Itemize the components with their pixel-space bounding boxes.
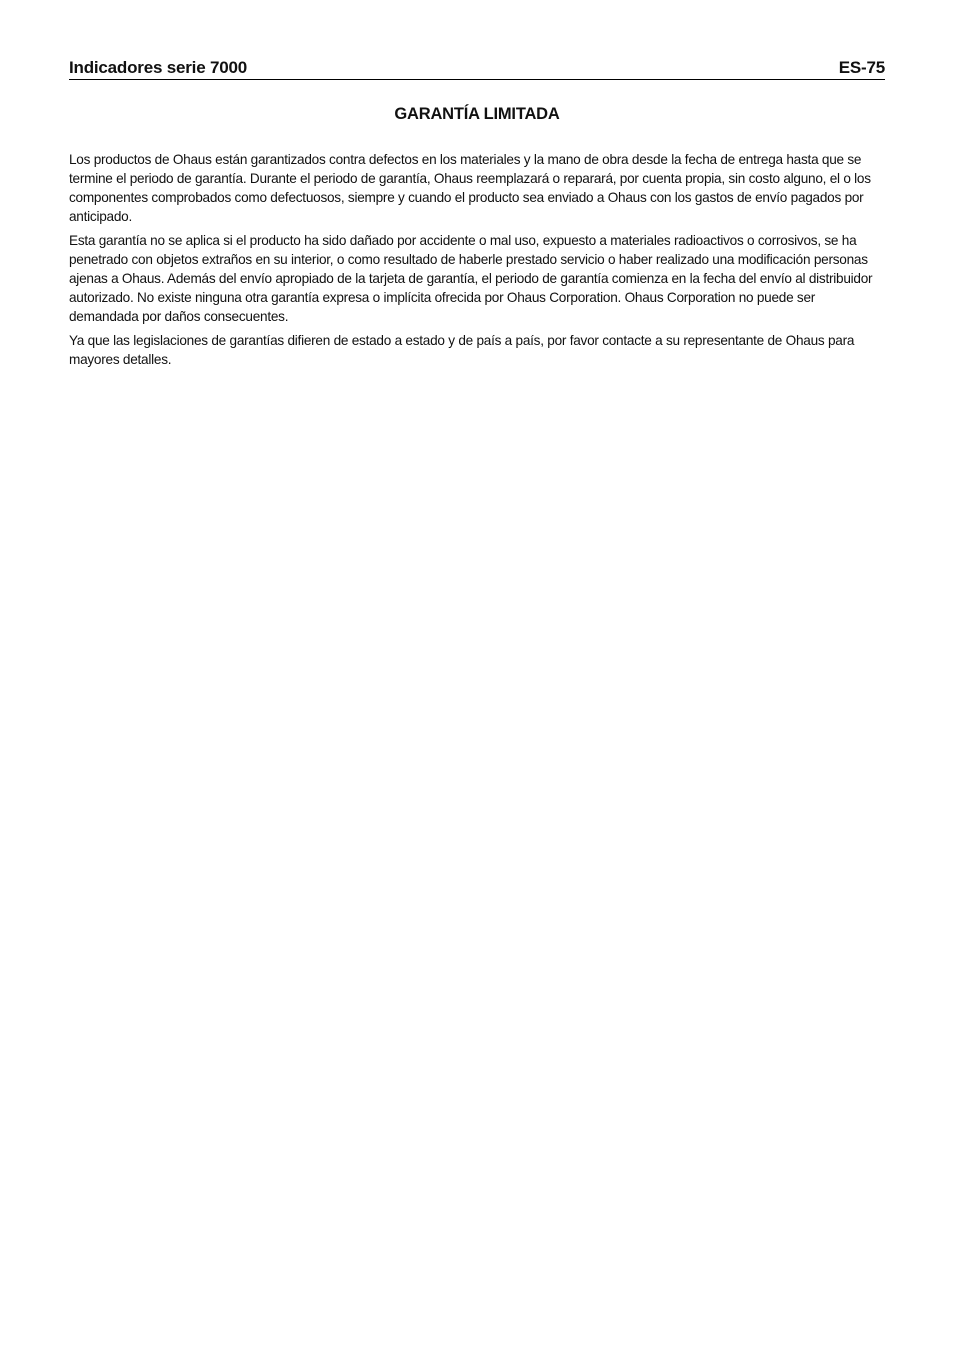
section-title: GARANTÍA LIMITADA (394, 105, 560, 123)
document-page (69, 58, 885, 374)
header-document-title: Indicadores serie 7000 (69, 58, 247, 77)
paragraph-exclusions: Esta garantía no se aplica si el producto ha sido dañado por accidente o mal uso, expuesto a materiales radioactivos o corrosivos, se ha penetrado con objetos extraños en su interior, o como resultado de haberle prestado servicio o haber realizado una modificación personas ajenas a Ohaus. Además del envío apropiado de la tarjeta de garantía, el periodo de garantía comienza en la fecha del envío al distribuidor autorizado. No existe ninguna otra garantía expresa o implícita ofrecida por Ohaus Corporation. Ohaus Corporation no puede ser demandada por daños consecuentes. (69, 233, 873, 324)
header-page-number: ES-75 (838, 58, 885, 77)
paragraph-legislation: Ya que las legislaciones de garantías difieren de estado a estado y de país a país, por favor contacte a su representante de Ohaus para mayores detalles. (69, 333, 855, 367)
paragraph-coverage: Los productos de Ohaus están garantizados contra defectos en los materiales y la mano de obra desde la fecha de entrega hasta que se termine el periodo de garantía. Durante el periodo de garantía, Ohaus reemplazará o reparará, por cuenta propia, sin costo alguno, el o los componentes comprobados como defectuosos, siempre y cuando el producto sea enviado a Ohaus con los gastos de envío pagados por anticipado. (69, 152, 871, 224)
page-header (69, 58, 885, 80)
warranty-text (69, 150, 885, 369)
